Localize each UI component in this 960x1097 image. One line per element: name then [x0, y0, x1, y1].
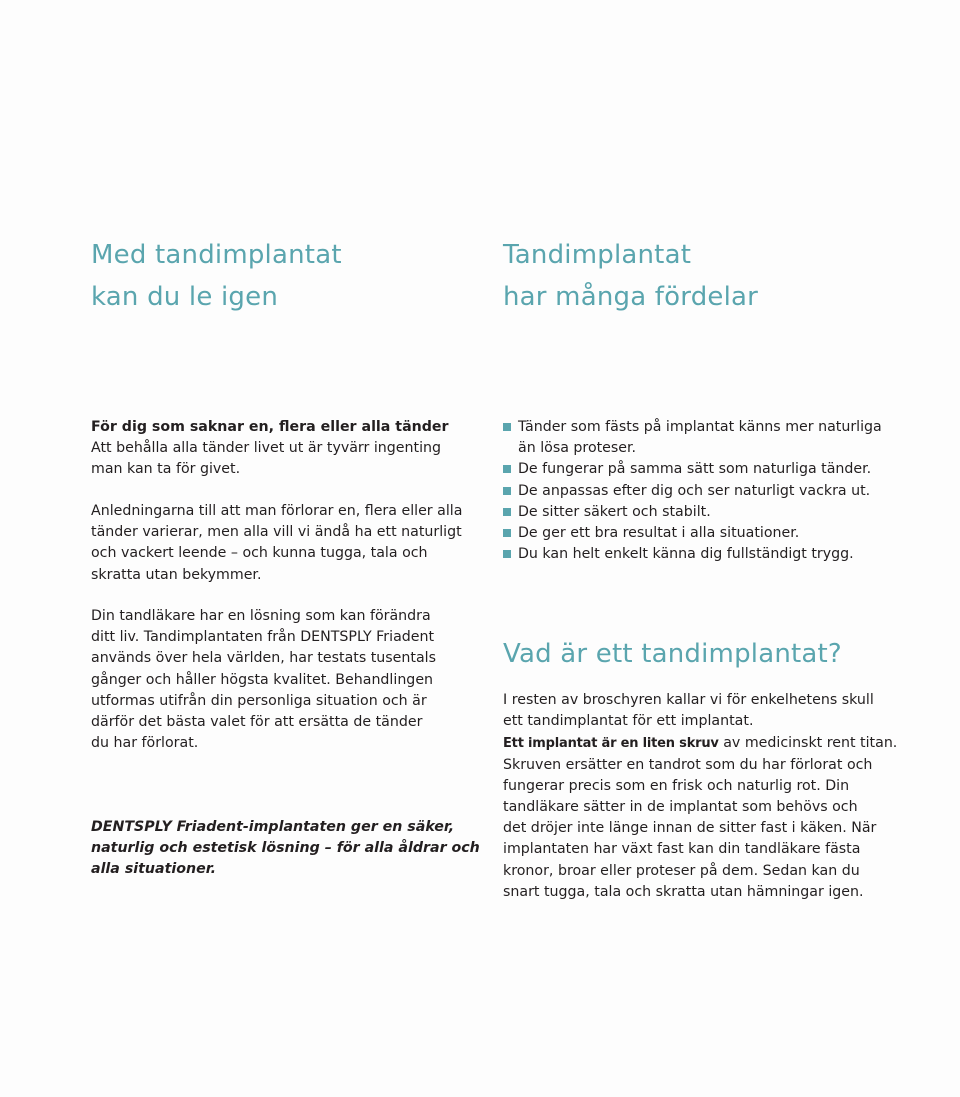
left-intro — [91, 417, 451, 481]
explanation-line: I resten av broschyren kallar vi för enkelhetens skull — [503, 692, 874, 708]
benefit-item — [503, 523, 883, 544]
definition-bold: Ett implantat är en liten skruv — [503, 736, 719, 752]
benefit-text: Du kan helt enkelt känna dig fullständigt trygg. — [518, 546, 854, 563]
explanation-line: Skruven ersätter en tandrot som du har förlorat och — [503, 756, 873, 773]
paragraph-line: ditt liv. Tandimplantaten från DENTSPLY Friadent — [91, 629, 435, 646]
benefit-item — [503, 481, 883, 502]
benefit-text: De fungerar på samma sätt som naturliga tänder. — [518, 461, 872, 478]
square-bullet-icon — [503, 465, 511, 473]
benefit-text: Tänder som fästs på implantat känns mer naturliga — [518, 419, 882, 435]
explanation-line: snart tugga, tala och skratta utan hämningar igen. — [503, 883, 864, 900]
explanation-line: ett tandimplantat för ett implantat. — [503, 713, 754, 730]
square-bullet-icon — [503, 508, 511, 516]
left-heading-line-1: Med tandimplantat — [91, 240, 342, 270]
explanation-line: tandläkare sätter in de implantat som behövs och — [503, 799, 858, 816]
explanation-line: fungerar precis som en frisk och naturlig rot. Din — [503, 777, 850, 794]
benefit-text: De ger ett bra resultat i alla situationer. — [518, 525, 800, 542]
quote-line: naturlig och estetisk lösning – för alla åldrar och — [91, 840, 480, 857]
benefit-text: än lösa proteser. — [518, 440, 637, 457]
left-paragraph-reasons — [91, 501, 463, 586]
right-heading — [503, 234, 758, 318]
explanation-line: kronor, broar eller proteser på dem. Sedan kan du — [503, 862, 860, 879]
benefits-list — [503, 417, 883, 565]
square-bullet-icon — [503, 423, 511, 431]
what-is-implant-heading: Vad är ett tandimplantat? — [503, 639, 842, 669]
definition-line — [503, 733, 898, 754]
right-heading-line-2: har många fördelar — [503, 282, 759, 312]
benefit-item — [503, 544, 883, 565]
benefits-section — [503, 417, 883, 565]
definition-rest: av medicinskt rent titan. — [718, 735, 898, 752]
right-heading-line-1: Tandimplantat — [503, 240, 692, 270]
square-bullet-icon — [503, 529, 511, 537]
benefit-text: De sitter säkert och stabilt. — [518, 503, 711, 520]
quote-line: DENTSPLY Friadent-implantaten ger en säker, — [91, 819, 455, 835]
implant-explanation — [503, 690, 898, 903]
paragraph-line: utformas utifrån din personliga situation och är — [91, 692, 427, 709]
paragraph-line: används över hela världen, har testats tusentals — [91, 650, 436, 667]
benefit-text: De anpassas efter dig och ser naturligt vackra ut. — [518, 482, 871, 499]
paragraph-line: Anledningarna till att man förlorar en, flera eller alla — [91, 503, 463, 519]
left-quote — [91, 817, 480, 881]
intro-line: Att behålla alla tänder livet ut är tyvärr ingenting — [91, 440, 442, 457]
benefit-item — [503, 502, 883, 523]
square-bullet-icon — [503, 487, 511, 495]
intro-line: man kan ta för givet. — [91, 461, 241, 478]
square-bullet-icon — [503, 550, 511, 558]
left-heading-line-2: kan du le igen — [91, 282, 279, 312]
intro-title: För dig som saknar en, flera eller alla tänder — [91, 419, 449, 435]
paragraph-line: Din tandläkare har en lösning som kan förändra — [91, 608, 431, 624]
benefit-item — [503, 459, 883, 480]
benefit-item — [503, 417, 883, 459]
left-heading — [91, 234, 342, 318]
paragraph-line: tänder varierar, men alla vill vi ändå ha ett naturligt — [91, 524, 462, 541]
explanation-line: implantaten har växt fast kan din tandläkare fästa — [503, 841, 861, 858]
paragraph-line: därför det bästa valet för att ersätta de tänder — [91, 714, 423, 731]
paragraph-line: du har förlorat. — [91, 735, 199, 752]
left-paragraph-solution — [91, 606, 451, 754]
paragraph-line: och vackert leende – och kunna tugga, tala och — [91, 545, 428, 562]
paragraph-line: skratta utan bekymmer. — [91, 566, 262, 583]
paragraph-line: gånger och håller högsta kvalitet. Behandlingen — [91, 671, 434, 688]
explanation-line: det dröjer inte länge innan de sitter fast i käken. När — [503, 820, 877, 837]
quote-line: alla situationer. — [91, 861, 217, 878]
